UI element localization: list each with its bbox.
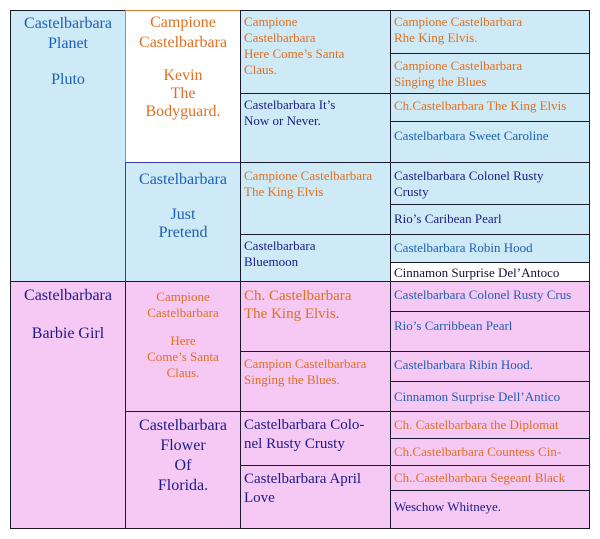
gen3-text-6: Campion Castelbarbara Singing the Blues. [244,356,367,387]
gen3-cell-2 [240,93,391,163]
gen4-text-12: Cinnamon Surprise Dell’Antico [394,389,561,404]
gen4-cell-10 [390,311,590,352]
dam-name: Castelbarbara [24,287,112,304]
gen3-cell-4 [240,234,391,282]
dam-cell [10,281,126,529]
dam-sire-name: Here Come’s Santa Claus. [147,333,219,380]
gen4-text-2: Campione Castelbarbara Singing the Blues [394,58,523,89]
gen4-cell-4 [390,121,590,163]
gen4-cell-8 [390,262,590,282]
gen3-cell-5 [240,281,391,352]
gen3-cell-8 [240,465,391,529]
gen3-text-4: Castelbarbara Bluemoon [244,238,316,269]
dam-dam-name: Castelbarbara Flower Of Florida. [139,417,227,494]
gen3-cell-3 [240,162,391,235]
gen4-text-3: Ch.Castelbarbara The King Elvis [394,98,567,113]
gen4-text-9: Castelbarbara Colonel Rusty Crus [394,287,572,302]
gen3-cell-7 [240,411,391,466]
sire-nickname: Pluto [51,71,85,88]
gen4-text-1: Campione Castelbarbara Rhe King Elvis. [394,14,523,45]
sire-cell [10,10,126,282]
gen3-text-8: Castelbarbara April Love [244,471,362,506]
gen4-text-6: Rio’s Caribean Pearl [394,211,502,226]
dam-sire-title: Campione Castelbarbara [147,289,219,320]
gen3-cell-1 [240,10,391,94]
dam-nickname: Barbie Girl [31,325,105,342]
sire-dam-name: Just Pretend [158,206,208,241]
dam-sire-cell [125,281,241,412]
gen3-text-3: Campione Castelbarbara The King Elvis [244,168,373,199]
gen4-cell-1 [390,10,590,54]
gen4-text-7: Castelbarbara Robin Hood [394,240,533,255]
gen4-cell-15 [390,465,590,491]
gen4-text-4: Castelbarbara Sweet Caroline [394,128,549,143]
gen4-cell-7 [390,234,590,263]
sire-sire-name: Kevin The Bodyguard. [145,67,221,120]
gen4-text-16: Weschow Whitneye. [394,499,502,514]
gen4-cell-9 [390,281,590,312]
sire-dam-cell [125,162,241,282]
dam-dam-cell [125,411,241,529]
sire-sire-title: Campione Castelbarbara [139,14,227,51]
sire-dam-title: Castelbarbara [139,171,227,188]
gen4-cell-5 [390,162,590,205]
gen4-text-14: Ch.Castelbarbara Countess Cin- [394,444,562,459]
gen4-cell-2 [390,53,590,94]
gen4-cell-6 [390,204,590,235]
gen4-text-15: Ch..Castelbarbara Segeant Black [394,470,566,485]
gen4-text-13: Ch. Castelbarbara the Diplomat [394,417,559,432]
gen4-cell-16 [390,490,590,529]
gen4-cell-13 [390,411,590,439]
gen3-text-2: Castelbarbara It’s Now or Never. [244,97,336,128]
gen4-text-5: Castelbarbara Colonel Rusty Crusty [394,168,544,199]
gen4-text-10: Rio’s Carribbean Pearl [394,318,513,333]
sire-name: Castelbarbara Planet [24,15,112,52]
gen4-cell-12 [390,381,590,412]
gen4-cell-14 [390,438,590,466]
sire-sire-cell [125,10,241,163]
gen4-text-8: Cinnamon Surprise Del’Antoco [394,265,560,280]
gen3-cell-6 [240,351,391,412]
gen3-text-1: Campione Castelbarbara Here Come’s Santa Claus. [244,14,345,77]
gen4-text-11: Castelbarbara Ribin Hood. [394,357,533,372]
gen3-text-5: Ch. Castelbarbara The King Elvis. [244,288,352,322]
gen3-text-7: Castelbarbara Colo- nel Rusty Crusty [244,417,365,452]
gen4-cell-3 [390,93,590,122]
gen4-cell-11 [390,351,590,382]
